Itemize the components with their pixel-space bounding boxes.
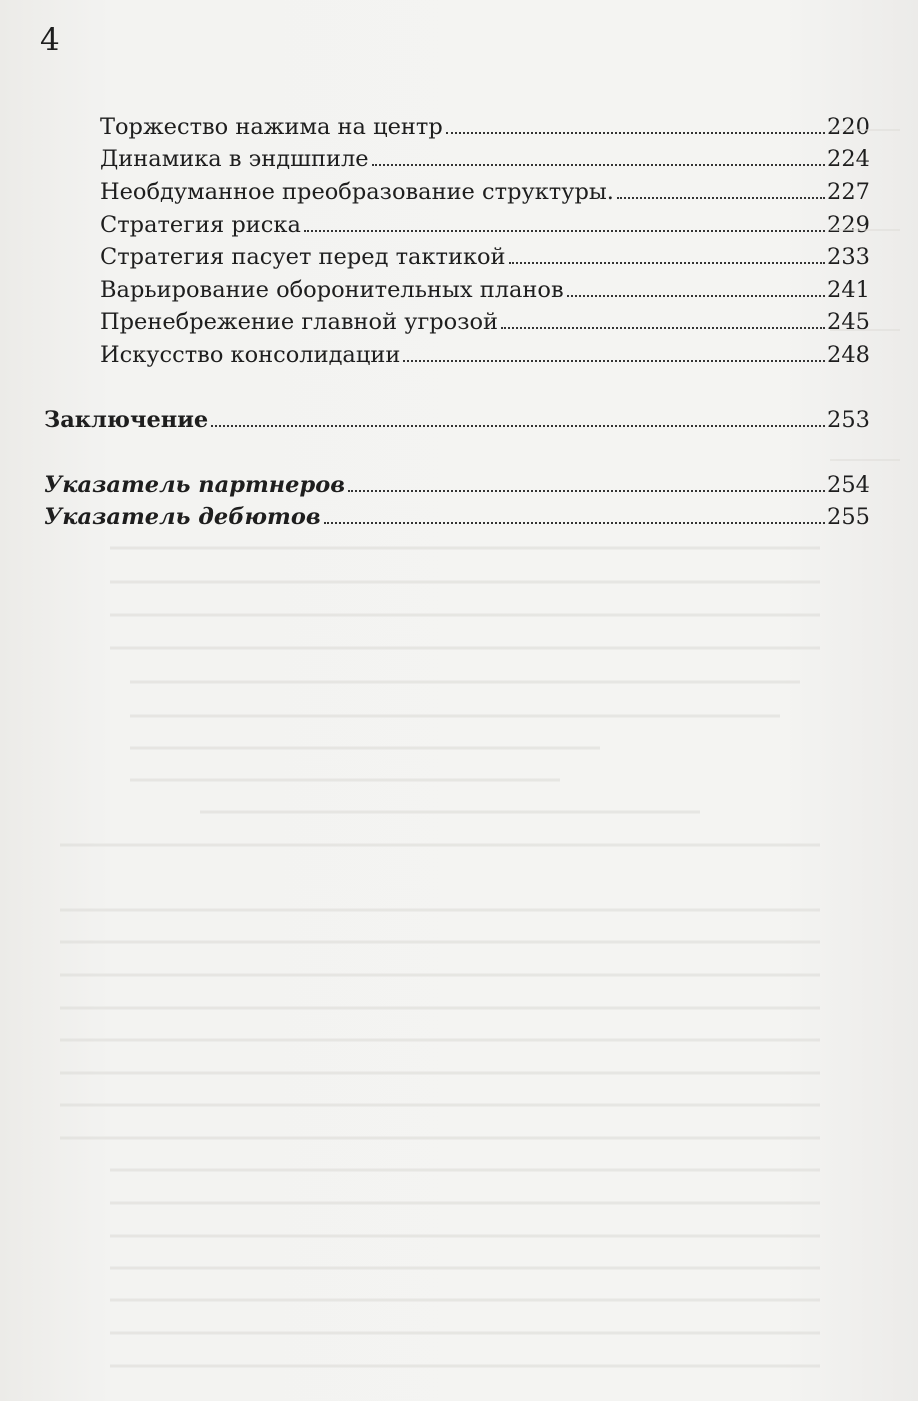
dot-leader (403, 360, 825, 362)
toc-entry (100, 242, 870, 272)
toc-entry-index (44, 470, 870, 500)
toc-entry-title: Торжество нажима на центр (100, 114, 443, 140)
toc-entry-page: 255 (827, 504, 870, 530)
toc-entry-title: Варьирование оборонительных планов (100, 277, 564, 303)
toc-entry (100, 177, 870, 207)
toc-entry-title: Необдуманное преобразование структуры. (100, 179, 614, 205)
toc-entry-title: Указатель партнеров (44, 472, 345, 498)
toc-entry-page: 227 (827, 179, 870, 205)
toc-entry (100, 144, 870, 174)
dot-leader (567, 295, 825, 297)
toc-entry-title: Стратегия риска (100, 212, 301, 238)
toc-entry-title: Заключение (44, 407, 209, 433)
toc-entry-page: 248 (827, 342, 870, 368)
toc-entry-title: Пренебрежение главной угрозой (100, 309, 499, 335)
toc-entry-page: 254 (827, 472, 870, 498)
dot-leader (348, 490, 825, 492)
toc-entry (100, 112, 870, 142)
toc-entry-page: 233 (827, 244, 870, 270)
toc-entry-title: Искусство консолидации (100, 342, 401, 368)
toc-entry-title: Указатель дебютов (44, 504, 321, 530)
toc-entry-page: 245 (827, 309, 870, 335)
toc-entry-page: 241 (827, 277, 870, 303)
dot-leader (211, 425, 825, 427)
dot-leader (501, 327, 825, 329)
dot-leader (304, 230, 825, 232)
dot-leader (446, 132, 825, 134)
toc-entry-page: 224 (827, 146, 870, 172)
dot-leader (324, 522, 825, 524)
dot-leader (617, 197, 825, 199)
toc-entry-page: 253 (827, 407, 870, 433)
toc-entry-page: 229 (827, 212, 870, 238)
dot-leader (372, 164, 825, 166)
toc-entry-conclusion (44, 405, 870, 435)
dot-leader (509, 262, 825, 264)
toc-entry-index (44, 502, 870, 532)
toc-entry-page: 220 (827, 114, 870, 140)
toc-entry-title: Динамика в эндшпиле (100, 146, 369, 172)
page-number: 4 (40, 22, 60, 58)
toc-entry (100, 307, 870, 337)
toc-entry-title: Стратегия пасует перед тактикой (100, 244, 506, 270)
toc-entry (100, 340, 870, 370)
toc-entry (100, 210, 870, 240)
toc-entry (100, 275, 870, 305)
